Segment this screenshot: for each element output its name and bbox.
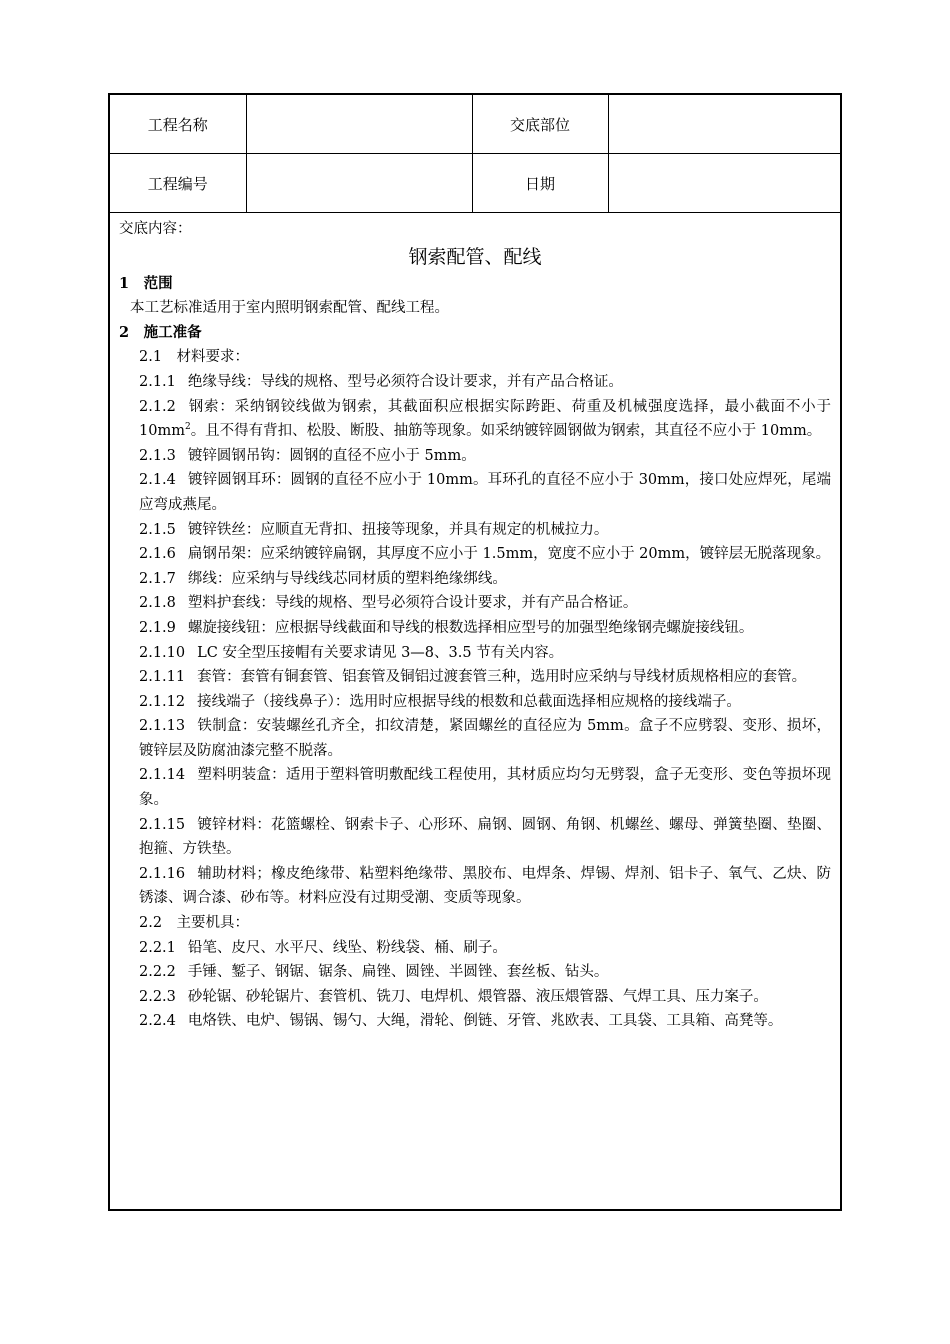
item-number: 2.1.10 [139,644,186,661]
item-2-2-1 [119,936,831,961]
date-label: 日期 [472,154,608,213]
project-no-field[interactable] [246,154,472,213]
location-field[interactable] [608,95,840,154]
item-text: LC 安全型压接帽有关要求请见 3—8、3.5 节有关内容。 [197,644,564,661]
item-number: 2.2.2 [139,964,176,981]
item-2-1-15 [119,813,831,862]
project-name-label: 工程名称 [110,95,246,154]
item-2-1-9 [119,616,831,641]
disclosure-form [108,93,842,1211]
item-2-1-5 [119,518,831,543]
location-label: 交底部位 [472,95,608,154]
item-number: 2.1.7 [139,570,176,587]
item-number: 2.1.5 [139,521,176,538]
item-number: 2.1.4 [139,472,176,489]
item-text: 接线端子（接线鼻子）：选用时应根据导线的根数和总截面选择相应规格的接线端子。 [197,693,741,710]
item-number: 2.1.3 [139,447,176,464]
item-2-1-10 [119,641,831,666]
item-2-1-3 [119,444,831,469]
item-2-1-12 [119,690,831,715]
item-text: 砂轮锯、砂轮锯片、套管机、铣刀、电焊机、煨管器、液压煨管器、气焊工具、压力案子。 [187,988,768,1005]
item-number: 2.1.6 [139,546,176,563]
item-2-2-2 [119,960,831,985]
document-title: 钢索配管、配线 [408,245,542,268]
item-2-2-3 [119,985,831,1010]
item-2-1-4 [119,468,831,517]
header-row-2 [110,154,840,213]
item-number: 2.2.4 [139,1013,176,1030]
subsection-2-2: 2.2 主要机具： [139,915,250,932]
project-name-field[interactable] [246,95,472,154]
item-2-1-16 [119,862,831,911]
item-text-cont: 。且不得有背扣、松股、断股、抽筋等现象。如采纳镀锌圆钢做为钢索，其直径不应小于 10mm。 [190,423,822,440]
item-text: 绝缘导线：导线的规格、型号必须符合设计要求，并有产品合格证。 [187,373,623,390]
item-text: 套管：套管有铜套管、铝套管及铜铝过渡套管三种，选用时应采纳与导线材质规格相应的套管。 [197,669,807,686]
subsection-2-1: 2.1 材料要求： [139,349,250,366]
item-2-2-4 [119,1009,831,1034]
item-text: 镀锌圆钢吊钩：圆钢的直径不应小于 5mm。 [187,447,476,464]
item-2-1-6 [119,542,831,567]
section-2-heading: 2 施工准备 [119,323,202,341]
item-number: 2.1.16 [139,865,186,882]
header-row-1 [110,95,840,154]
item-number: 2.1.1 [139,373,176,390]
header-table [110,95,840,213]
item-text: 钢索：采纳钢铰线做为钢索，其截面积应根据实际跨距、荷重及机械强度选择，最小截面不小于 10mm [139,398,831,440]
item-2-1-11 [119,665,831,690]
item-text: 辅助材料；橡皮绝缘带、粘塑料绝缘带、黑胶布、电焊条、焊锡、焊剂、铝卡子、氧气、乙炔、防锈漆、调合漆、砂布等。材料应没有过期受潮、变质等现象。 [139,865,831,907]
item-number: 2.1.2 [139,398,176,415]
date-field[interactable] [608,154,840,213]
content-body [110,213,840,1034]
intro-label: 交底内容： [119,221,192,237]
item-text: 塑料明装盒：适用于塑料管明敷配线工程使用，其材质应均匀无劈裂，盒子无变形、变色等损坏现象。 [139,767,831,809]
section-1-heading: 1 范围 [119,274,173,292]
item-text: 绑线：应采纳与导线线芯同材质的塑料绝缘绑线。 [187,570,507,587]
superscript: 2 [184,422,191,433]
item-number: 2.1.12 [139,693,186,710]
item-text: 扁钢吊架：应采纳镀锌扁钢，其厚度不应小于 1.5mm，宽度不应小于 20mm，镀锌层无脱落现象。 [187,546,831,563]
item-2-1-2 [119,395,831,444]
item-2-1-1 [119,370,831,395]
project-no-label: 工程编号 [110,154,246,213]
item-text: 镀锌材料：花篮螺栓、钢索卡子、心形环、扁钢、圆钢、角钢、机螺丝、螺母、弹簧垫圈、垫圈、抱箍、方铁垫。 [139,816,831,858]
item-number: 2.1.14 [139,767,186,784]
section-1-text: 本工艺标准适用于室内照明钢索配管、配线工程。 [130,300,449,317]
item-number: 2.1.8 [139,595,176,612]
item-number: 2.2.3 [139,988,176,1005]
item-2-1-13 [119,714,831,763]
item-text: 镀锌圆钢耳环：圆钢的直径不应小于 10mm。耳环孔的直径不应小于 30mm，接口处应焊死，尾端应弯成燕尾。 [139,472,831,513]
item-text: 电烙铁、电炉、锡锅、锡勺、大绳，滑轮、倒链、牙管、兆欧表、工具袋、工具箱、高凳等。 [187,1013,783,1030]
item-number: 2.1.11 [139,669,186,686]
item-2-1-7 [119,567,831,592]
item-2-1-14 [119,763,831,812]
item-text: 塑料护套线：导线的规格、型号必须符合设计要求，并有产品合格证。 [187,595,638,612]
item-text: 镀锌铁丝：应顺直无背扣、扭接等现象，并具有规定的机械拉力。 [187,521,609,538]
item-number: 2.1.9 [139,619,176,636]
item-text: 铁制盒：安装螺丝孔齐全，扣纹清楚，紧固螺丝的直径应为 5mm。盒子不应劈裂、变形、损坏，镀锌层及防腐油漆完整不脱落。 [139,718,831,759]
item-text: 铅笔、皮尺、水平尺、线坠、粉线袋、桶、刷子。 [187,939,507,956]
item-text: 螺旋接线钮：应根据导线截面和导线的根数选择相应型号的加强型绝缘钢壳螺旋接线钮。 [187,619,754,636]
item-number: 2.2.1 [139,939,176,956]
item-2-1-8 [119,591,831,616]
item-number: 2.1.13 [139,718,186,735]
item-text: 手锤、錾子、钢锯、锯条、扁锉、圆锉、半圆锉、套丝板、钻头。 [187,964,609,981]
item-number: 2.1.15 [139,816,186,833]
